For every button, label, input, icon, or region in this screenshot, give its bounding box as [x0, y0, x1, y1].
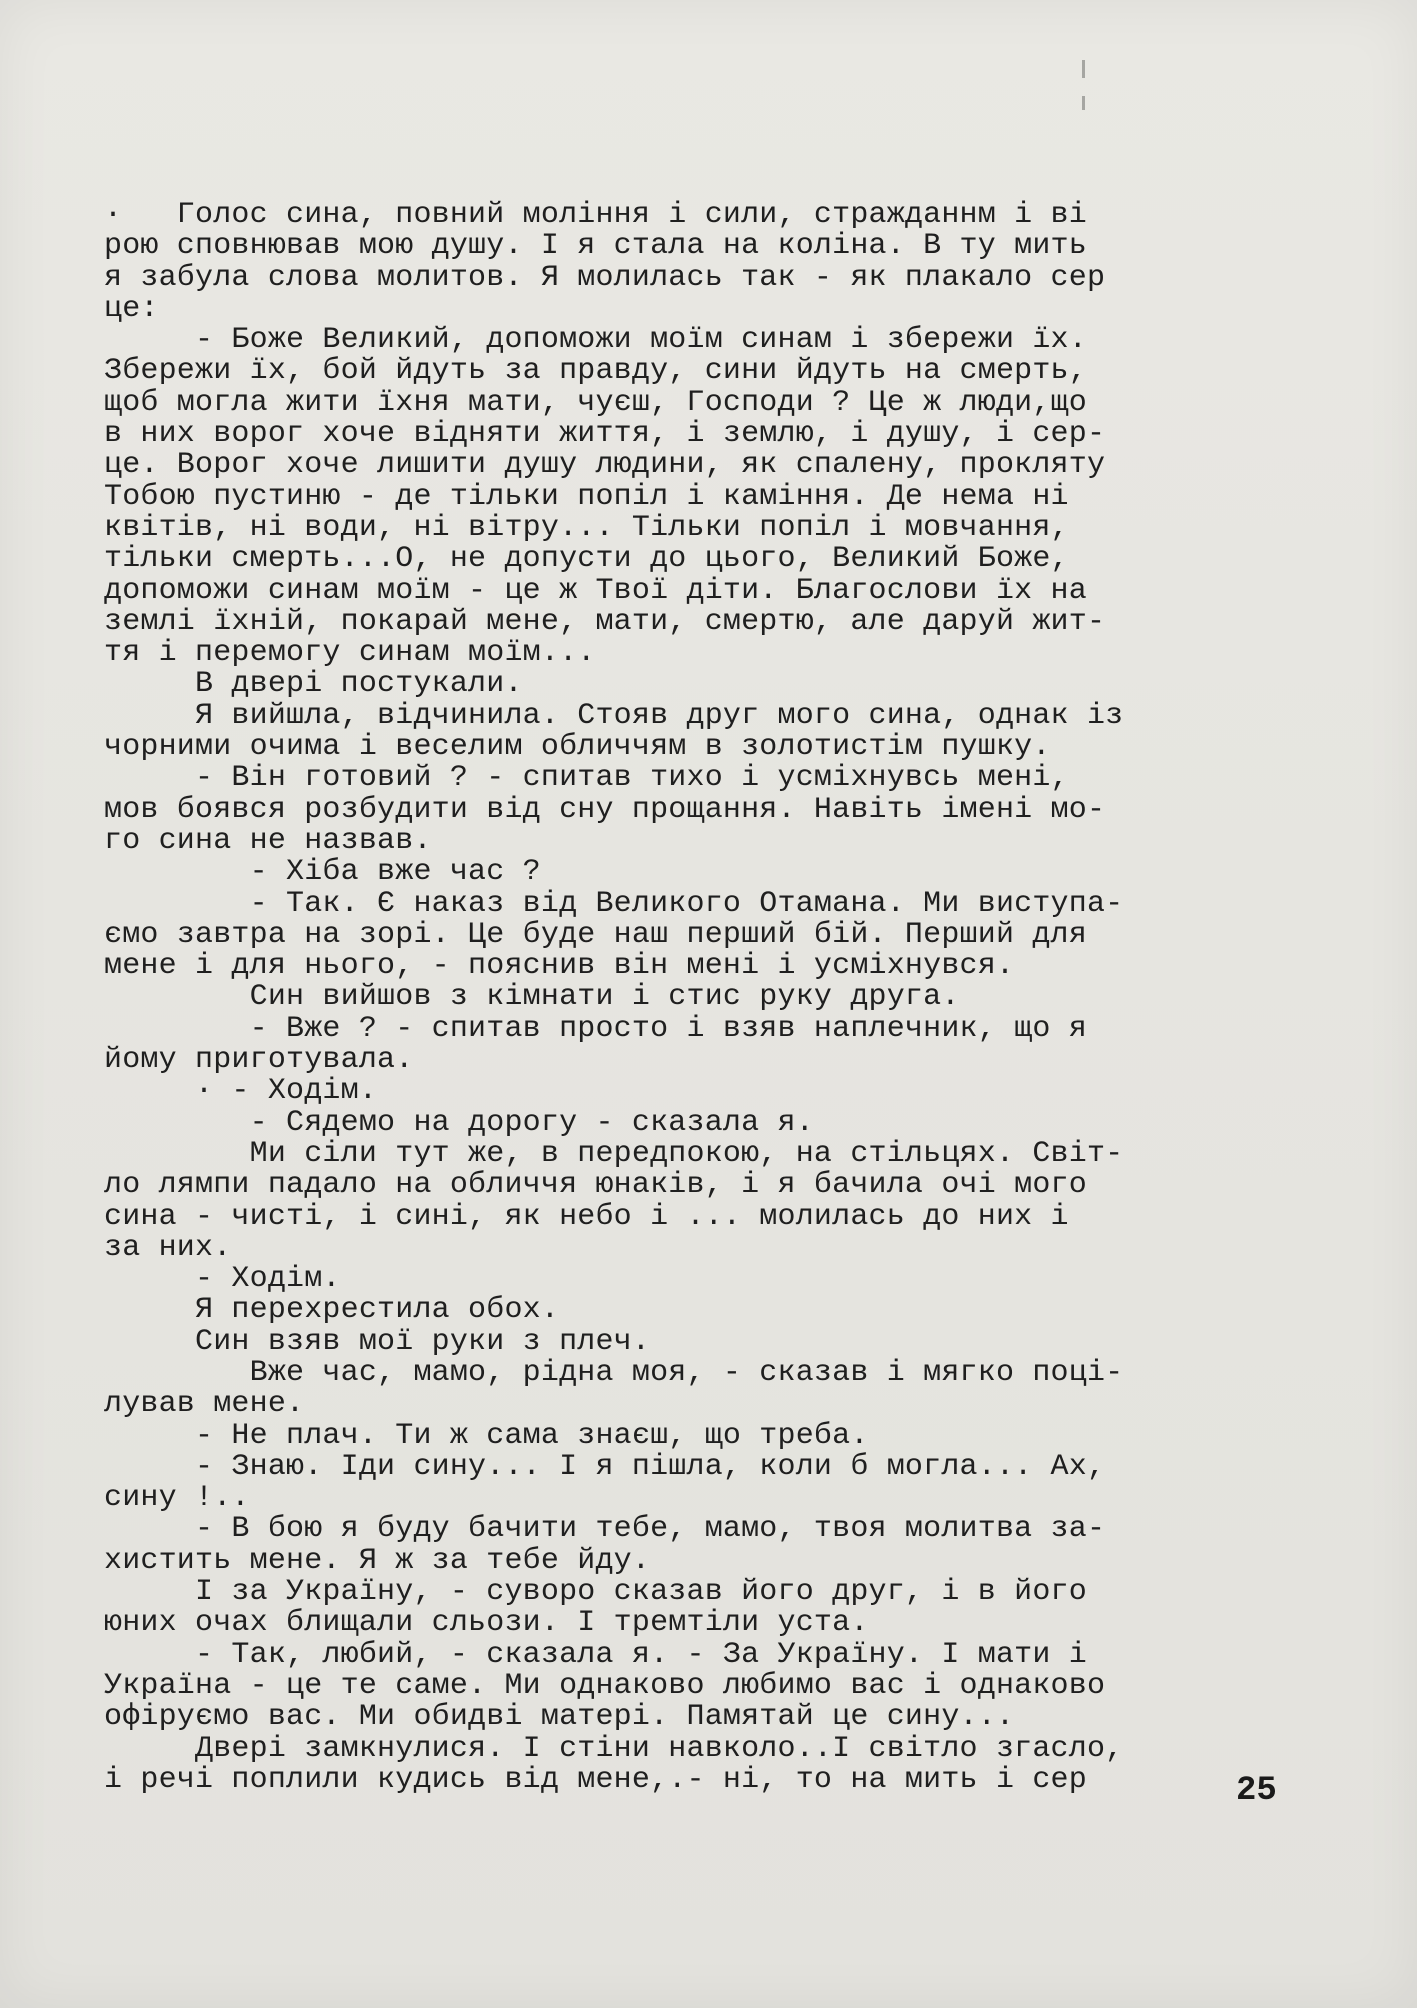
text-line: сину !.. [104, 1481, 250, 1516]
text-line: - Хіба вже час ? [104, 855, 541, 890]
text-line: Ми сіли тут же, в передпокою, на стільцях. Світ- [104, 1136, 1124, 1171]
text-line: юних очах блищали сльози. І тремтіли уста. [104, 1606, 869, 1641]
text-line: Вже час, мамо, рідна моя, - сказав і мягко поці- [104, 1355, 1124, 1390]
binding-mark [1082, 60, 1085, 78]
text-line: ємо завтра на зорі. Це буде наш перший бій. Перший для [104, 917, 1087, 952]
text-line: Син вийшов з кімнати і стис руку друга. [104, 980, 960, 1015]
text-line: Я перехрестила обох. [104, 1293, 560, 1328]
binding-mark [1082, 96, 1085, 110]
text-line: в них ворог хоче відняти життя, і землю, і душу, і сер- [104, 417, 1106, 452]
text-line: рою сповнював мою душу. І я стала на коліна. В ту мить [104, 229, 1087, 264]
text-line: квітів, ні води, ні вітру... Тільки попіл і мовчання, [104, 510, 1069, 545]
text-line: за них. [104, 1230, 232, 1265]
text-line: тільки смерть...О, не допусти до цього, Великий Боже, [104, 542, 1069, 577]
text-line: - Так, любий, - сказала я. - За Україну. І мати і [104, 1637, 1087, 1672]
text-line: Двері замкнулися. І стіни навколо..І світло згасло, [104, 1731, 1124, 1766]
text-line: мов боявся розбудити від сну прощання. Навіть імені мо- [104, 792, 1106, 827]
text-line: - Не плач. Ти ж сама знаєш, що треба. [104, 1418, 869, 1453]
text-line: · Голос сина, повний моління і сили, стражданнм і ві [104, 198, 1087, 232]
text-line: допоможи синам моїм - це ж Твої діти. Благослови їх на [104, 573, 1087, 608]
text-line: землі їхній, покарай мене, мати, смертю, але даруй жит- [104, 604, 1106, 639]
text-line: мене і для нього, - пояснив він мені і усміхнувся. [104, 949, 1015, 984]
text-line: - Боже Великий, допоможи моїм синам і збережи їх. [104, 323, 1087, 358]
text-line: - Так. Є наказ від Великого Отамана. Ми виступа- [104, 886, 1124, 921]
text-line: Збережи їх, бой йдуть за правду, сини йдуть на смерть, [104, 354, 1087, 389]
text-line: - Сядемо на дорогу - сказала я. [104, 1105, 814, 1140]
text-line: сина - чисті, і сині, як небо і ... молилась до них і [104, 1199, 1069, 1234]
text-line: Син взяв мої руки з плеч. [104, 1324, 651, 1359]
text-line: йому приготувала. [104, 1043, 414, 1078]
text-line: - Він готовий ? - спитав тихо і усміхнувсь мені, [104, 761, 1069, 796]
text-line: го сина не назвав. [104, 823, 432, 858]
text-line: я забула слова молитов. Я молилась так - як плакало сер [104, 260, 1106, 295]
text-line: Я вийшла, відчинила. Стояв друг мого сина, однак із [104, 698, 1124, 733]
text-line: і речі поплили кудись від мене,.- ні, то на мить і сер [104, 1762, 1087, 1797]
text-line: лував мене. [104, 1387, 305, 1422]
text-line: Україна - це те саме. Ми однаково любимо вас і однаково [104, 1668, 1106, 1703]
text-line: це: [104, 291, 159, 326]
text-line: - Ходім. [104, 1262, 341, 1297]
text-line: - В бою я буду бачити тебе, мамо, твоя молитва за- [104, 1512, 1106, 1547]
text-line: В двері постукали. [104, 667, 523, 702]
text-line: І за Україну, - суворо сказав його друг, і в його [104, 1575, 1087, 1610]
page-number: 25 [1236, 1772, 1277, 1810]
text-line: ло лямпи падало на обличчя юнаків, і я бачила очі мого [104, 1168, 1087, 1203]
text-line: Тобою пустиню - де тільки попіл і каміння. Де нема ні [104, 479, 1069, 514]
text-line: · - Ходім. [104, 1074, 378, 1109]
text-line: - Знаю. Іди сину... І я пішла, коли б могла... Ах, [104, 1449, 1106, 1484]
text-line: щоб могла жити їхня мати, чуєш, Господи ? Це ж люди,що [104, 385, 1087, 420]
typewritten-text [104, 200, 1304, 1796]
text-line: тя і перемогу синам моїм... [104, 636, 596, 671]
text-line: офіруємо вас. Ми обидві матері. Памятай це сину... [104, 1700, 1015, 1735]
text-line: це. Ворог хоче лишити душу людини, як спалену, прокляту [104, 448, 1106, 483]
text-line: хистить мене. Я ж за тебе йду. [104, 1543, 651, 1578]
text-line: - Вже ? - спитав просто і взяв наплечник, що я [104, 1011, 1087, 1046]
text-line: чорними очима і веселим обличчям в золотистім пушку. [104, 730, 1051, 765]
